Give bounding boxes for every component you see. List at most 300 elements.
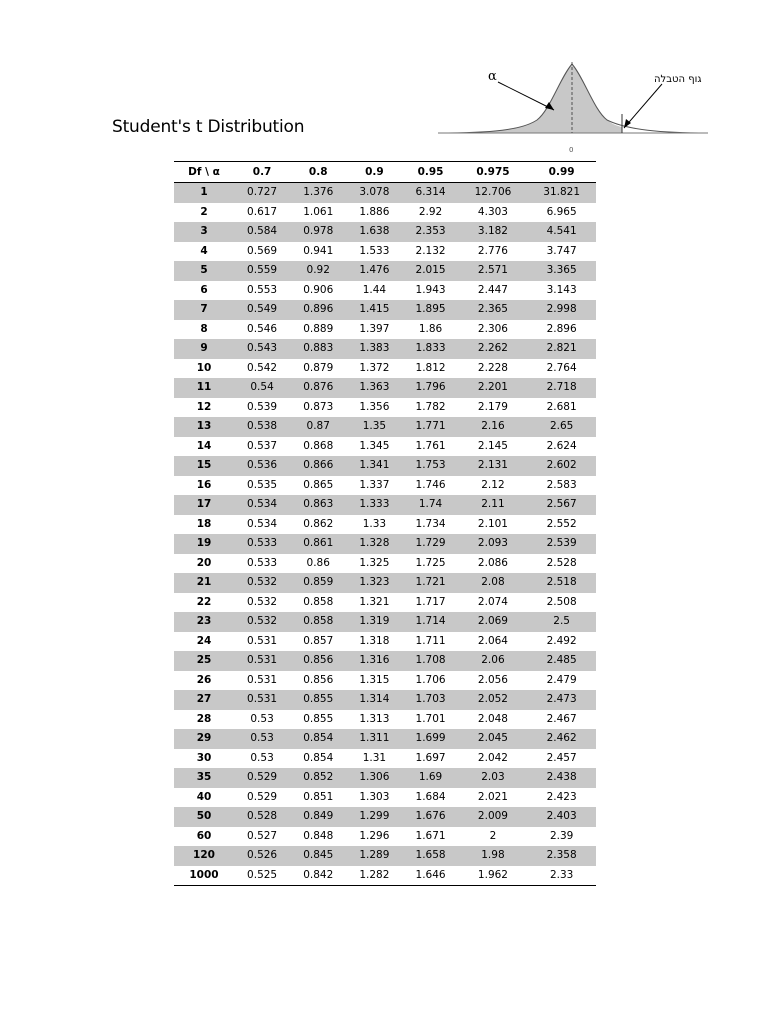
- value-cell: 2.462: [527, 729, 596, 749]
- df-cell: 1: [174, 183, 234, 203]
- alpha-label: α: [488, 69, 497, 84]
- df-cell: 27: [174, 690, 234, 710]
- value-cell: 0.531: [247, 673, 278, 686]
- value-cell: 2.423: [546, 790, 577, 803]
- page-title: Student's t Distribution: [112, 117, 305, 137]
- value-cell: 3.078: [346, 183, 402, 203]
- value-cell: 1.337: [359, 478, 390, 491]
- value-cell: 0.858: [290, 612, 346, 632]
- df-cell: 10: [196, 361, 212, 374]
- value-cell: 0.553: [247, 283, 278, 296]
- value-cell: 2.048: [477, 712, 508, 725]
- value-cell: 2.508: [546, 595, 577, 608]
- value-cell: 2.764: [546, 361, 577, 374]
- df-cell: 60: [196, 829, 212, 842]
- value-cell: 0.532: [247, 595, 278, 608]
- value-cell: 4.303: [477, 205, 508, 218]
- value-cell: 3.747: [546, 244, 577, 257]
- table-row: [174, 827, 596, 847]
- value-cell: 2.093: [459, 534, 528, 554]
- value-cell: 0.868: [303, 439, 334, 452]
- value-cell: 0.53: [250, 751, 274, 764]
- value-cell: 1.372: [359, 361, 390, 374]
- value-cell: 1.303: [359, 790, 390, 803]
- table-row: [174, 554, 596, 574]
- value-cell: 0.848: [303, 829, 334, 842]
- value-cell: 0.549: [234, 300, 290, 320]
- value-cell: 1.345: [359, 439, 390, 452]
- value-cell: 0.855: [303, 712, 334, 725]
- value-cell: 0.851: [303, 790, 334, 803]
- value-cell: 1.328: [346, 534, 402, 554]
- value-cell: 1.333: [346, 495, 402, 515]
- value-cell: 1.833: [402, 339, 458, 359]
- table-row: [174, 456, 596, 476]
- value-cell: 1.282: [346, 866, 402, 886]
- value-cell: 0.857: [303, 634, 334, 647]
- df-cell: 25: [174, 651, 234, 671]
- value-cell: 2.009: [459, 807, 528, 827]
- value-cell: 1.701: [415, 712, 446, 725]
- df-cell: 9: [174, 339, 234, 359]
- value-cell: 2.403: [527, 807, 596, 827]
- value-cell: 0.92: [290, 261, 346, 281]
- value-cell: 2.583: [546, 478, 577, 491]
- df-cell: 20: [196, 556, 212, 569]
- value-cell: 0.889: [303, 322, 334, 335]
- value-cell: 1.383: [346, 339, 402, 359]
- table-row: [174, 242, 596, 262]
- df-cell: 35: [174, 768, 234, 788]
- value-cell: 1.314: [346, 690, 402, 710]
- value-cell: 0.537: [247, 439, 278, 452]
- value-cell: 0.849: [290, 807, 346, 827]
- table-row: [174, 339, 596, 359]
- value-cell: 2.08: [459, 573, 528, 593]
- df-cell: 19: [174, 534, 234, 554]
- header-df-alpha: Df \ α: [174, 162, 234, 183]
- df-cell: 30: [196, 751, 212, 764]
- value-cell: 2.438: [527, 768, 596, 788]
- value-cell: 0.546: [247, 322, 278, 335]
- df-cell: 15: [174, 456, 234, 476]
- value-cell: 2.132: [415, 244, 446, 257]
- value-cell: 1.646: [402, 866, 458, 886]
- table-row: [174, 515, 596, 535]
- value-cell: 0.53: [234, 729, 290, 749]
- df-cell: 14: [196, 439, 212, 452]
- value-cell: 0.852: [290, 768, 346, 788]
- value-cell: 2.492: [546, 634, 577, 647]
- value-cell: 0.531: [234, 690, 290, 710]
- value-cell: 0.528: [234, 807, 290, 827]
- value-cell: 0.539: [247, 400, 278, 413]
- df-cell: 22: [196, 595, 212, 608]
- table-row: [174, 729, 596, 749]
- value-cell: 1.33: [362, 517, 387, 530]
- value-cell: 1.886: [359, 205, 390, 218]
- value-cell: 1.717: [415, 595, 446, 608]
- value-cell: 31.821: [527, 183, 596, 203]
- value-cell: 0.856: [290, 651, 346, 671]
- header-alpha-0.975: 0.975: [459, 162, 528, 183]
- value-cell: 1.725: [415, 556, 446, 569]
- value-cell: 1.676: [402, 807, 458, 827]
- table-row: [174, 398, 596, 418]
- value-cell: 1.323: [346, 573, 402, 593]
- value-cell: 1.729: [402, 534, 458, 554]
- value-cell: 2.11: [459, 495, 528, 515]
- value-cell: 2.485: [527, 651, 596, 671]
- value-cell: 1.299: [346, 807, 402, 827]
- value-cell: 1.31: [362, 751, 387, 764]
- value-cell: 0.845: [290, 846, 346, 866]
- value-cell: 1.397: [359, 322, 390, 335]
- header-alpha-0.9: 0.9: [346, 162, 402, 183]
- value-cell: 2.12: [481, 478, 505, 491]
- table-row: [174, 788, 596, 808]
- value-cell: 1.061: [303, 205, 334, 218]
- value-cell: 0.842: [290, 866, 346, 886]
- value-cell: 0.854: [303, 751, 334, 764]
- value-cell: 1.943: [415, 283, 446, 296]
- value-cell: 2.681: [546, 400, 577, 413]
- value-cell: 2.145: [477, 439, 508, 452]
- table-row: [174, 807, 596, 827]
- header-alpha-0.99: 0.99: [527, 162, 596, 183]
- df-cell: 16: [196, 478, 212, 491]
- value-cell: 2.074: [477, 595, 508, 608]
- t-distribution-figure: [432, 58, 714, 158]
- value-cell: 1.533: [359, 244, 390, 257]
- table-row: [174, 651, 596, 671]
- value-cell: 1.356: [359, 400, 390, 413]
- table-row: [174, 768, 596, 788]
- value-cell: 2.602: [527, 456, 596, 476]
- table-row: [174, 320, 596, 340]
- table-row: [174, 203, 596, 223]
- value-cell: 2.021: [477, 790, 508, 803]
- value-cell: 0.529: [234, 768, 290, 788]
- value-cell: 1.325: [359, 556, 390, 569]
- value-cell: 0.538: [234, 417, 290, 437]
- value-cell: 0.855: [290, 690, 346, 710]
- value-cell: 2.042: [477, 751, 508, 764]
- header-alpha-0.95: 0.95: [402, 162, 458, 183]
- df-cell: 13: [174, 417, 234, 437]
- value-cell: 2.776: [477, 244, 508, 257]
- df-cell: 40: [196, 790, 212, 803]
- value-cell: 1.313: [359, 712, 390, 725]
- t-table: [174, 161, 596, 886]
- value-cell: 2.101: [477, 517, 508, 530]
- table-row: [174, 359, 596, 379]
- df-cell: 7: [174, 300, 234, 320]
- value-cell: 2.718: [527, 378, 596, 398]
- value-cell: 2.39: [549, 829, 574, 842]
- df-cell: 11: [174, 378, 234, 398]
- value-cell: 0.859: [290, 573, 346, 593]
- value-cell: 2.131: [459, 456, 528, 476]
- value-cell: 0.533: [234, 534, 290, 554]
- value-cell: 1.771: [402, 417, 458, 437]
- value-cell: 2.201: [459, 378, 528, 398]
- value-cell: 1.697: [415, 751, 446, 764]
- value-cell: 3.365: [527, 261, 596, 281]
- table-row: [174, 300, 596, 320]
- table-row: [174, 495, 596, 515]
- value-cell: 2.015: [402, 261, 458, 281]
- value-cell: 2.064: [477, 634, 508, 647]
- value-cell: 1.306: [346, 768, 402, 788]
- value-cell: 1.706: [415, 673, 446, 686]
- df-cell: 120: [174, 846, 234, 866]
- table-row: [174, 417, 596, 437]
- value-cell: 1.753: [402, 456, 458, 476]
- value-cell: 1.708: [402, 651, 458, 671]
- value-cell: 1.638: [346, 222, 402, 242]
- value-cell: 2.353: [402, 222, 458, 242]
- value-cell: 1.415: [346, 300, 402, 320]
- value-cell: 0.527: [247, 829, 278, 842]
- value-cell: 2.92: [418, 205, 443, 218]
- header-alpha-0.8: 0.8: [290, 162, 346, 183]
- value-cell: 1.746: [415, 478, 446, 491]
- table-row: [174, 261, 596, 281]
- value-cell: 0.862: [303, 517, 334, 530]
- value-cell: 1.734: [415, 517, 446, 530]
- value-cell: 1.289: [346, 846, 402, 866]
- value-cell: 2.358: [527, 846, 596, 866]
- value-cell: 2.06: [459, 651, 528, 671]
- value-cell: 1.721: [402, 573, 458, 593]
- value-cell: 0.53: [250, 712, 274, 725]
- value-cell: 0.854: [290, 729, 346, 749]
- value-cell: 1.714: [402, 612, 458, 632]
- value-cell: 2.518: [527, 573, 596, 593]
- value-cell: 1.321: [359, 595, 390, 608]
- value-cell: 1.895: [402, 300, 458, 320]
- table-row: [174, 866, 596, 886]
- table-row: [174, 183, 596, 203]
- value-cell: 1.711: [415, 634, 446, 647]
- t-table-header: [174, 162, 596, 183]
- table-row: [174, 749, 596, 769]
- value-cell: 0.543: [234, 339, 290, 359]
- table-row: [174, 222, 596, 242]
- value-cell: 0.525: [234, 866, 290, 886]
- value-cell: 0.529: [247, 790, 278, 803]
- table-row: [174, 573, 596, 593]
- df-cell: 23: [174, 612, 234, 632]
- df-cell: 5: [174, 261, 234, 281]
- df-cell: 3: [174, 222, 234, 242]
- value-cell: 0.866: [290, 456, 346, 476]
- value-cell: 1.341: [346, 456, 402, 476]
- body-label: גוף הטבלה: [654, 74, 702, 85]
- value-cell: 2.056: [477, 673, 508, 686]
- value-cell: 1.671: [415, 829, 446, 842]
- df-cell: 4: [200, 244, 208, 257]
- value-cell: 2.528: [546, 556, 577, 569]
- value-cell: 2.365: [459, 300, 528, 320]
- value-cell: 2.086: [477, 556, 508, 569]
- table-row: [174, 476, 596, 496]
- value-cell: 2.65: [527, 417, 596, 437]
- value-cell: 0.559: [234, 261, 290, 281]
- table-row: [174, 437, 596, 457]
- value-cell: 0.906: [303, 283, 334, 296]
- table-row: [174, 671, 596, 691]
- df-cell: 50: [174, 807, 234, 827]
- value-cell: 2.821: [527, 339, 596, 359]
- value-cell: 0.534: [234, 495, 290, 515]
- value-cell: 0.531: [234, 651, 290, 671]
- table-row: [174, 281, 596, 301]
- value-cell: 2.33: [527, 866, 596, 886]
- value-cell: 4.541: [527, 222, 596, 242]
- value-cell: 1.44: [362, 283, 387, 296]
- df-cell: 24: [196, 634, 212, 647]
- table-row: [174, 690, 596, 710]
- value-cell: 0.858: [303, 595, 334, 608]
- value-cell: 0.727: [234, 183, 290, 203]
- value-cell: 1.316: [346, 651, 402, 671]
- value-cell: 2.624: [546, 439, 577, 452]
- value-cell: 0.883: [290, 339, 346, 359]
- value-cell: 0.533: [247, 556, 278, 569]
- body-arrow: [624, 84, 662, 128]
- value-cell: 1.315: [359, 673, 390, 686]
- value-cell: 2.457: [546, 751, 577, 764]
- value-cell: 1.703: [402, 690, 458, 710]
- value-cell: 1.296: [359, 829, 390, 842]
- value-cell: 3.182: [459, 222, 528, 242]
- table-row: [174, 710, 596, 730]
- value-cell: 0.87: [290, 417, 346, 437]
- value-cell: 0.978: [290, 222, 346, 242]
- value-cell: 0.941: [303, 244, 334, 257]
- df-cell: 6: [200, 283, 208, 296]
- value-cell: 2.5: [527, 612, 596, 632]
- value-cell: 1.796: [402, 378, 458, 398]
- value-cell: 0.896: [290, 300, 346, 320]
- value-cell: 1.35: [346, 417, 402, 437]
- value-cell: 0.873: [303, 400, 334, 413]
- table-row: [174, 378, 596, 398]
- df-cell: 8: [200, 322, 208, 335]
- value-cell: 2.16: [459, 417, 528, 437]
- table-row: [174, 593, 596, 613]
- value-cell: 2.228: [477, 361, 508, 374]
- value-cell: 1.311: [346, 729, 402, 749]
- value-cell: 12.706: [459, 183, 528, 203]
- t-table-body: [174, 183, 596, 886]
- value-cell: 2.539: [527, 534, 596, 554]
- df-cell: 18: [196, 517, 212, 530]
- value-cell: 1.363: [346, 378, 402, 398]
- value-cell: 0.86: [306, 556, 330, 569]
- value-cell: 0.584: [234, 222, 290, 242]
- value-cell: 2.179: [477, 400, 508, 413]
- value-cell: 6.314: [402, 183, 458, 203]
- value-cell: 1.319: [346, 612, 402, 632]
- value-cell: 2.069: [459, 612, 528, 632]
- df-cell: 29: [174, 729, 234, 749]
- value-cell: 2.262: [459, 339, 528, 359]
- value-cell: 1.86: [418, 322, 443, 335]
- value-cell: 1.761: [415, 439, 446, 452]
- df-cell: 1000: [174, 866, 234, 886]
- value-cell: 0.532: [234, 612, 290, 632]
- value-cell: 0.569: [247, 244, 278, 257]
- table-row: [174, 534, 596, 554]
- df-cell: 26: [196, 673, 212, 686]
- value-cell: 6.965: [546, 205, 577, 218]
- value-cell: 1.376: [290, 183, 346, 203]
- value-cell: 0.531: [247, 634, 278, 647]
- value-cell: 0.542: [247, 361, 278, 374]
- value-cell: 1.98: [459, 846, 528, 866]
- value-cell: 0.863: [290, 495, 346, 515]
- df-cell: 2: [200, 205, 208, 218]
- value-cell: 2.306: [477, 322, 508, 335]
- value-cell: 1.962: [459, 866, 528, 886]
- value-cell: 0.861: [290, 534, 346, 554]
- df-cell: 28: [196, 712, 212, 725]
- value-cell: 0.532: [234, 573, 290, 593]
- alpha-arrow: [498, 82, 554, 110]
- value-cell: 0.879: [303, 361, 334, 374]
- value-cell: 2.045: [459, 729, 528, 749]
- value-cell: 0.865: [303, 478, 334, 491]
- value-cell: 0.536: [234, 456, 290, 476]
- value-cell: 1.74: [402, 495, 458, 515]
- table-row: [174, 632, 596, 652]
- value-cell: 2: [489, 829, 497, 842]
- value-cell: 0.856: [303, 673, 334, 686]
- value-cell: 2.998: [527, 300, 596, 320]
- value-cell: 2.052: [459, 690, 528, 710]
- value-cell: 2.571: [459, 261, 528, 281]
- zero-label: 0: [569, 146, 574, 154]
- table-row: [174, 612, 596, 632]
- value-cell: 1.782: [415, 400, 446, 413]
- value-cell: 0.534: [247, 517, 278, 530]
- value-cell: 1.699: [402, 729, 458, 749]
- value-cell: 1.69: [402, 768, 458, 788]
- value-cell: 0.54: [234, 378, 290, 398]
- value-cell: 0.526: [234, 846, 290, 866]
- value-cell: 0.876: [290, 378, 346, 398]
- value-cell: 2.479: [546, 673, 577, 686]
- value-cell: 2.467: [546, 712, 577, 725]
- table-row: [174, 846, 596, 866]
- value-cell: 1.318: [359, 634, 390, 647]
- value-cell: 2.447: [477, 283, 508, 296]
- value-cell: 2.896: [546, 322, 577, 335]
- header-alpha-0.7: 0.7: [234, 162, 290, 183]
- value-cell: 2.567: [527, 495, 596, 515]
- value-cell: 1.476: [346, 261, 402, 281]
- value-cell: 2.03: [459, 768, 528, 788]
- df-cell: 12: [196, 400, 212, 413]
- df-cell: 21: [174, 573, 234, 593]
- value-cell: 2.473: [527, 690, 596, 710]
- value-cell: 1.658: [402, 846, 458, 866]
- value-cell: 1.684: [415, 790, 446, 803]
- value-cell: 1.812: [415, 361, 446, 374]
